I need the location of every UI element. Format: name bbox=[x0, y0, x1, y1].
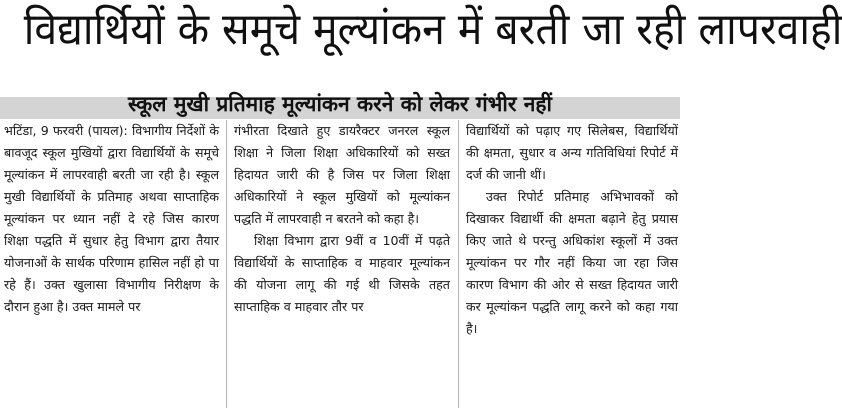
column-divider-2 bbox=[458, 120, 459, 408]
subheadline: स्कूल मुखी प्रतिमाह मूल्यांकन करने को लेकर गंभीर नहीं bbox=[127, 92, 552, 116]
article-column-1 bbox=[4, 120, 219, 408]
column-2-paragraph-2: शिक्षा विभाग द्वारा 9वीं व 10वीं में पढ़ते विद्यार्थियों के साप्ताहिक व माहवार मूल्यांकन की योजना लागू की गई थी जिसके तहत साप्ताहिक व माहवार तौर पर bbox=[234, 233, 450, 314]
article-column-2 bbox=[234, 120, 450, 408]
column-3-paragraph-2: उक्त रिपोर्ट प्रतिमाह अभिभावकों को दिखाकर विद्यार्थी की क्षमता बढ़ाने हेतु प्रयास किए जाते थे परन्तु अधिकांश स्कूलों में उक्त मूल्यांकन पर गौर नहीं किया जा रहा जिस कारण विभाग की ओर से सख्त हिदायत जारी कर मूल्यांकन पद्धति लागू करने को कहा गया है। bbox=[466, 189, 678, 336]
column-1-paragraph-1: भटिंडा, 9 फरवरी (पायल): विभागीय निर्देशों के बावजूद स्कूल मुखियों द्वारा विद्यार्थियों के समूचे मूल्यांकन में लापरवाही बरती जा रही है। स्कूल मुखी विद्यार्थियों के प्रतिमाह अथवा साप्ताहिक मूल्यांकन पर ध्यान नहीं दे रहे जिस कारण शिक्षा पद्धति में सुधार हेतु विभाग द्वारा तैयार योजनाओं के सार्थक परिणाम हासिल नहीं हो पा रहे हैं। उक्त खुलासा विभागीय निरीक्षण के दौरान हुआ है। उक्त मामले पर bbox=[4, 123, 219, 314]
column-divider-1 bbox=[226, 120, 227, 408]
headline: विद्यार्थियों के समूचे मूल्यांकन में बरती जा रही लापरवाही bbox=[23, 4, 842, 55]
column-2-paragraph-1: गंभीरता दिखाते हुए डायरैक्टर जनरल स्कूल शिक्षा ने जिला शिक्षा अधिकारियों को सख्त हिदायत जारी की है जिस पर जिला शिक्षा अधिकारियों ने स्कूल मुखियों को मूल्यांकन पद्धति में लापरवाही न बरतने को कहा है। bbox=[234, 123, 450, 226]
column-3-paragraph-1: विद्यार्थियों को पढ़ाए गए सिलेबस, विद्यार्थियों की क्षमता, सुधार व अन्य गतिविधियां रिपोर्ट में दर्ज की जानी थीं। bbox=[466, 123, 678, 182]
article-column-3 bbox=[466, 120, 678, 408]
